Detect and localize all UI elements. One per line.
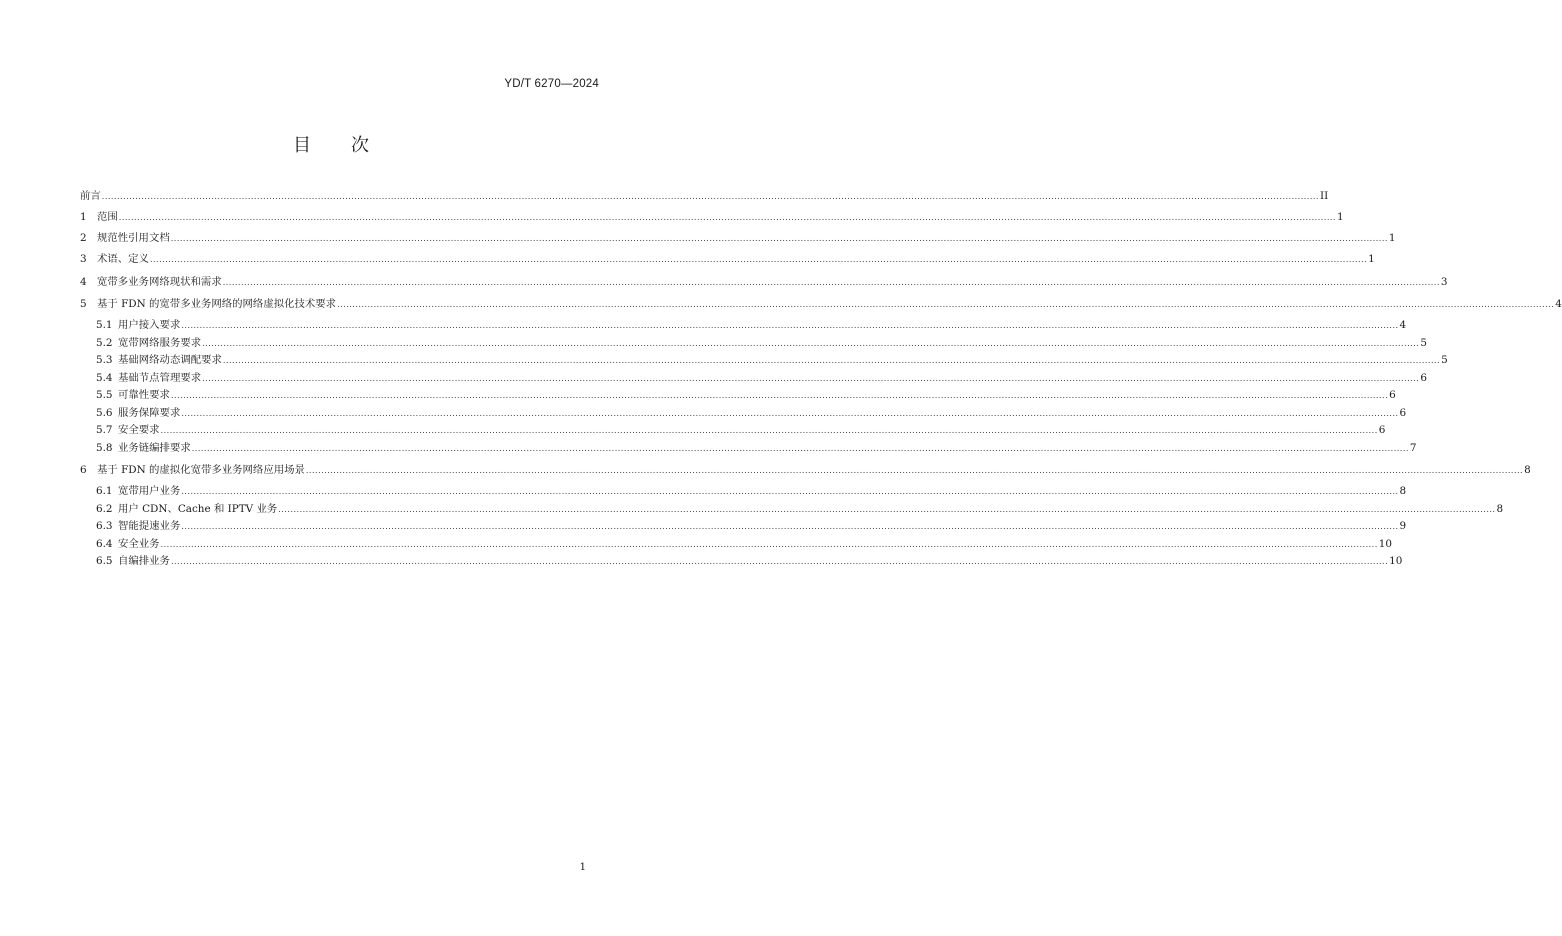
page-number: 1 [579,862,586,873]
toc-leader-dots: ................................................................................................................................................................................................................................................................................................................................................................................................................ [118,213,1336,222]
toc-entry-text: 基础网络动态调配要求 [118,354,222,366]
toc-entry[interactable] [80,189,1329,203]
toc-leader-dots: ................................................................................................................................................................................................................................................................................................................................................................................................................ [181,321,1399,330]
toc-entry-page: 10 [1389,555,1403,567]
toc-entry[interactable] [80,502,1504,516]
toc-entry-text: 业务链编排要求 [118,442,191,454]
toc-leader-dots: ................................................................................................................................................................................................................................................................................................................................................................................................................ [149,255,1368,264]
toc-entry-number: 6.3 [96,520,113,532]
toc-entry-number: 5.4 [96,372,113,384]
toc-entry-page: 4 [1399,319,1407,331]
standard-code: YD/T 6270—2024 [504,78,599,90]
toc-entry-text: 安全业务 [118,538,160,550]
toc-leader-dots: ................................................................................................................................................................................................................................................................................................................................................................................................................ [181,522,1399,531]
toc-entry-text: 基础节点管理要求 [118,372,202,384]
toc-leader-dots: ................................................................................................................................................................................................................................................................................................................................................................................................................ [202,374,1420,383]
toc-entry-number: 5 [80,298,87,310]
toc-entry-page: 10 [1378,538,1392,550]
toc-leader-dots: ................................................................................................................................................................................................................................................................................................................................................................................................................ [337,300,1555,309]
toc-entry-page: 6 [1389,389,1396,401]
toc-entry-page: 1 [1368,253,1375,265]
toc-entry-text: 智能提速业务 [118,520,181,532]
toc-entry-number: 6.5 [96,555,113,567]
toc-leader-dots: ................................................................................................................................................................................................................................................................................................................................................................................................................ [278,505,1496,514]
toc-entry-page: 8 [1496,503,1504,515]
page-title [0,131,662,157]
toc-entry-number: 1 [80,211,87,223]
toc-entry[interactable] [80,463,1531,477]
toc-entry[interactable] [80,484,1407,498]
toc-entry-number: 6 [80,464,87,476]
toc-leader-dots: ................................................................................................................................................................................................................................................................................................................................................................................................................ [160,426,1378,435]
toc-entry-number: 5.7 [96,424,113,436]
toc-entry-page: 8 [1399,485,1407,497]
toc-leader-dots: ................................................................................................................................................................................................................................................................................................................................................................................................................ [170,391,1389,400]
toc-entry-text: 规范性引用文档 [97,232,170,244]
toc-entry[interactable] [80,537,1392,551]
toc-entry-page: II [1319,190,1329,202]
toc-entry[interactable] [80,406,1407,420]
toc-entry-page: 5 [1420,337,1427,349]
toc-entry[interactable] [80,336,1427,350]
title-char-1: 目 [293,135,311,156]
toc-entry[interactable] [80,252,1375,266]
toc-entry-text: 服务保障要求 [118,407,181,419]
toc-leader-dots: ................................................................................................................................................................................................................................................................................................................................................................................................................ [170,234,1388,243]
toc-entry[interactable] [80,353,1448,367]
title-char-2: 次 [351,135,369,156]
toc-entry[interactable] [80,210,1344,224]
toc-entry-number: 5.3 [96,354,113,366]
toc-entry-number: 5.8 [96,442,113,454]
toc-entry[interactable] [80,441,1417,455]
toc-leader-dots: ................................................................................................................................................................................................................................................................................................................................................................................................................ [181,487,1399,496]
toc-entry-text: 自编排业务 [118,555,170,567]
toc-entry-number: 5.6 [96,407,113,419]
toc-entry-number: 6.1 [96,485,113,497]
toc-entry-number: 5.5 [96,389,113,401]
toc-entry-number: 2 [80,232,87,244]
toc-leader-dots: ................................................................................................................................................................................................................................................................................................................................................................................................................ [160,540,1378,549]
toc-entry-text: 范围 [97,211,118,223]
toc-entry-page: 6 [1378,424,1386,436]
toc-entry-page: 8 [1524,464,1531,476]
toc-entry-page: 9 [1399,520,1407,532]
toc-entry-page: 4 [1555,298,1562,310]
toc-entry[interactable] [80,519,1407,533]
toc-entry-number: 3 [80,253,87,265]
toc-entry[interactable] [80,318,1407,332]
toc-entry-page: 7 [1409,442,1417,454]
toc-entry-number: 6.4 [96,538,113,550]
toc-leader-dots: ................................................................................................................................................................................................................................................................................................................................................................................................................ [191,444,1409,453]
toc-entry-page: 1 [1388,232,1396,244]
toc-entry[interactable] [80,423,1386,437]
toc-leader-dots: ................................................................................................................................................................................................................................................................................................................................................................................................................ [170,557,1389,566]
toc-entry-number: 4 [80,276,87,288]
toc-entry-text: 宽带多业务网络现状和需求 [97,276,222,288]
toc-entry-number: 5.2 [96,337,113,349]
toc-entry-text: 基于 FDN 的虚拟化宽带多业务网络应用场景 [97,464,305,476]
toc-entry[interactable] [80,275,1448,289]
toc-entry-text: 术语、定义 [97,253,149,265]
toc-entry-page: 6 [1399,407,1407,419]
toc-entry-page: 6 [1420,372,1427,384]
toc-entry-text: 前言 [80,190,101,202]
toc-entry-page: 1 [1336,211,1344,223]
toc-leader-dots: ................................................................................................................................................................................................................................................................................................................................................................................................................ [202,339,1420,348]
toc-leader-dots: ................................................................................................................................................................................................................................................................................................................................................................................................................ [101,192,1319,201]
toc-entry-text: 宽带网络服务要求 [118,337,202,349]
toc-leader-dots: ................................................................................................................................................................................................................................................................................................................................................................................................................ [181,409,1399,418]
toc-entry-number: 6.2 [96,503,113,515]
toc-entry[interactable] [80,297,1562,311]
toc-entry-number: 5.1 [96,319,113,331]
toc-entry-text: 可靠性要求 [118,389,170,401]
toc-entry-text: 用户接入要求 [118,319,181,331]
toc-entry-page: 5 [1441,354,1448,366]
toc-entry-page: 3 [1440,276,1448,288]
toc-entry-text: 用户 CDN、Cache 和 IPTV 业务 [118,503,278,515]
toc-entry[interactable] [80,371,1427,385]
toc-entry-text: 安全要求 [118,424,160,436]
toc-leader-dots: ................................................................................................................................................................................................................................................................................................................................................................................................................ [222,356,1441,365]
toc-entry-text: 宽带用户业务 [118,485,181,497]
toc-entry[interactable] [80,231,1396,245]
toc-leader-dots: ................................................................................................................................................................................................................................................................................................................................................................................................................ [305,466,1524,475]
toc-entry[interactable] [80,388,1396,402]
toc-entry-text: 基于 FDN 的宽带多业务网络的网络虚拟化技术要求 [97,298,337,310]
toc-entry[interactable] [80,554,1403,568]
toc-leader-dots: ................................................................................................................................................................................................................................................................................................................................................................................................................ [222,278,1440,287]
